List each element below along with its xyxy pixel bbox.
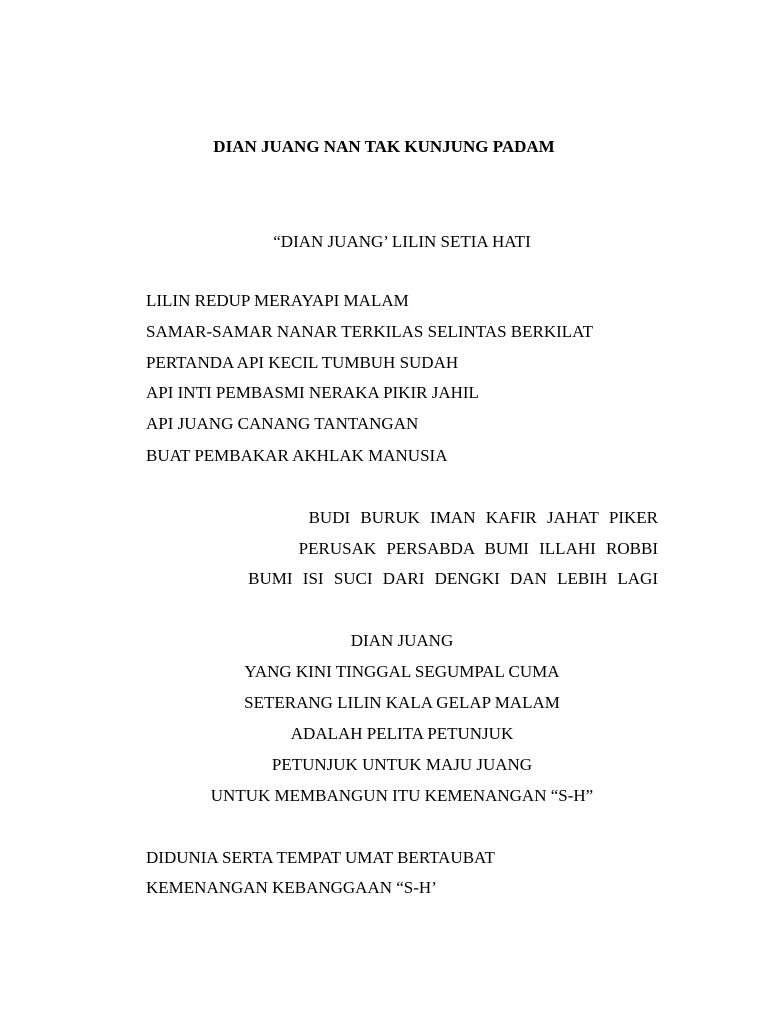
stanza-1-line-4: API INTI PEMBASMI NERAKA PIKIR JAHIL bbox=[146, 383, 479, 402]
stanza-3-line-5: PETUNJUK UNTUK MAJU JUANG bbox=[271, 755, 533, 774]
stanza-2-line-2: PERUSAK PERSABDA BUMI ILLAHI ROBBI bbox=[298, 539, 658, 558]
stanza-3-line-6: UNTUK MEMBANGUN ITU KEMENANGAN “S-H” bbox=[210, 786, 594, 805]
stanza-1-line-1: LILIN REDUP MERAYAPI MALAM bbox=[146, 291, 409, 310]
stanza-3-line-3: SETERANG LILIN KALA GELAP MALAM bbox=[244, 693, 560, 712]
stanza-1-line-6: BUAT PEMBAKAR AKHLAK MANUSIA bbox=[146, 446, 448, 465]
stanza-3-line-4: ADALAH PELITA PETUNJUK bbox=[290, 724, 514, 743]
poem-title: DIAN JUANG NAN TAK KUNJUNG PADAM bbox=[213, 137, 555, 156]
poem-subtitle: “DIAN JUANG’ LILIN SETIA HATI bbox=[273, 232, 531, 251]
stanza-4-line-2: KEMENANGAN KEBANGGAAN “S-H’ bbox=[146, 878, 437, 897]
stanza-3-line-2: YANG KINI TINGGAL SEGUMPAL CUMA bbox=[244, 662, 560, 681]
stanza-1-line-3: PERTANDA API KECIL TUMBUH SUDAH bbox=[146, 353, 459, 372]
stanza-1-line-5: API JUANG CANANG TANTANGAN bbox=[146, 414, 419, 433]
stanza-1-line-2: SAMAR-SAMAR NANAR TERKILAS SELINTAS BERKILAT bbox=[146, 322, 593, 341]
stanza-2-line-1: BUDI BURUK IMAN KAFIR JAHAT PIKER bbox=[308, 508, 658, 527]
stanza-2-line-3: BUMI ISI SUCI DARI DENGKI DAN LEBIH LAGI bbox=[248, 569, 658, 588]
stanza-3-line-1: DIAN JUANG bbox=[350, 631, 454, 650]
stanza-4-line-1: DIDUNIA SERTA TEMPAT UMAT BERTAUBAT bbox=[146, 848, 495, 867]
